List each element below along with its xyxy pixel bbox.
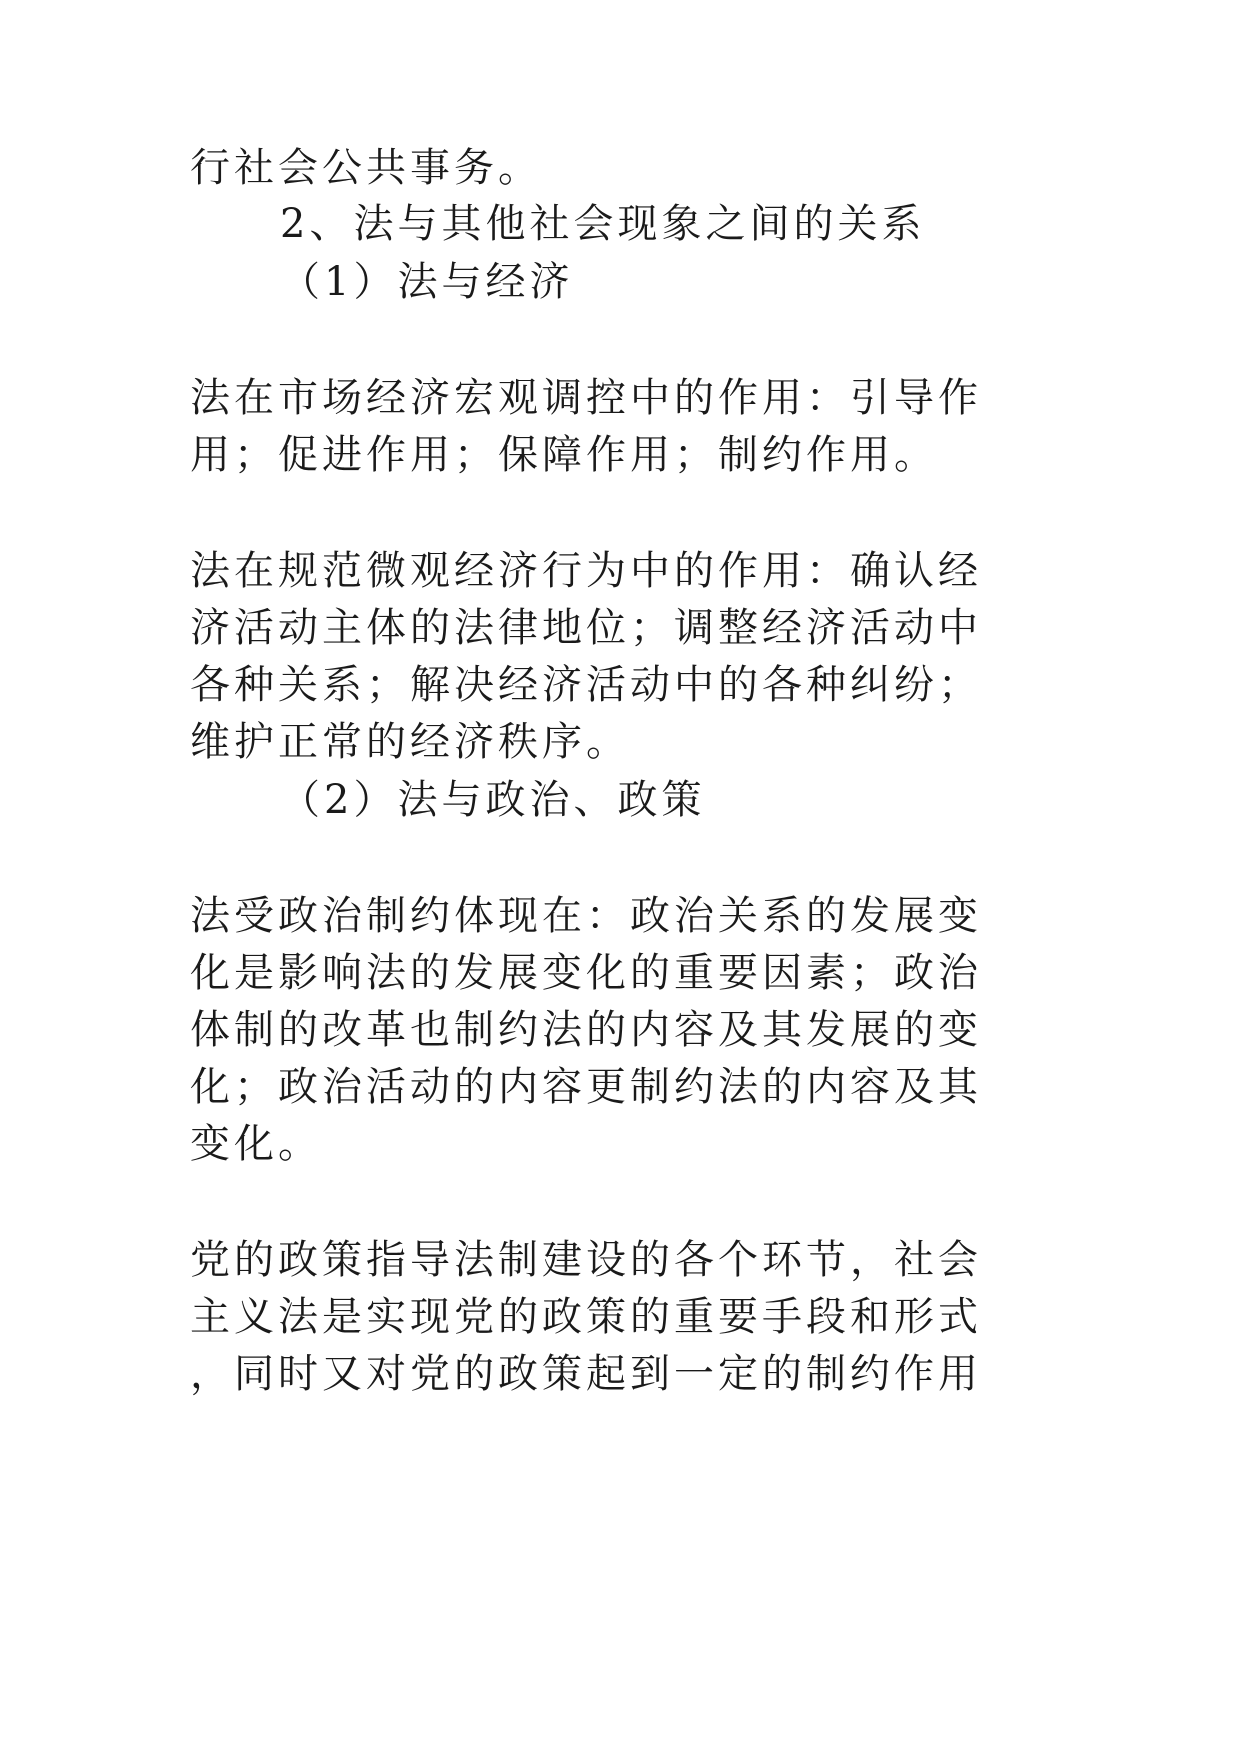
paragraph-politics-line-4: 化；政治活动的内容更制约法的内容及其: [190, 1064, 982, 1110]
paragraph-policy-line-2: 主义法是实现党的政策的重要手段和形式: [190, 1294, 982, 1340]
paragraph-micro-line-1: 法在规范微观经济行为中的作用：确认经: [190, 548, 982, 594]
paragraph-macro-line-1: 法在市场经济宏观调控中的作用：引导作: [190, 375, 982, 421]
paragraph-politics-line-3: 体制的改革也制约法的内容及其发展的变: [190, 1007, 982, 1053]
text-line-continuation: 行社会公共事务。: [190, 145, 542, 191]
paragraph-policy-line-3: ，同时又对党的政策起到一定的制约作用: [190, 1351, 982, 1397]
paragraph-macro-line-2: 用；促进作用；保障作用；制约作用。: [190, 432, 938, 478]
paragraph-micro-line-3: 各种关系；解决经济活动中的各种纠纷；: [190, 662, 982, 708]
paragraph-politics-line-5: 变化。: [190, 1121, 322, 1167]
section-heading: 2、法与其他社会现象之间的关系: [280, 201, 926, 247]
paragraph-politics-line-2: 化是影响法的发展变化的重要因素；政治: [190, 950, 982, 996]
paragraph-policy-line-1: 党的政策指导法制建设的各个环节，社会: [190, 1237, 982, 1283]
paragraph-politics-line-1: 法受政治制约体现在：政治关系的发展变: [190, 893, 982, 939]
subsection-heading-economy: （1）法与经济: [280, 259, 574, 305]
paragraph-micro-line-2: 济活动主体的法律地位；调整经济活动中: [190, 605, 982, 651]
subsection-heading-politics: （2）法与政治、政策: [280, 777, 706, 823]
paragraph-micro-line-4: 维护正常的经济秩序。: [190, 719, 630, 765]
